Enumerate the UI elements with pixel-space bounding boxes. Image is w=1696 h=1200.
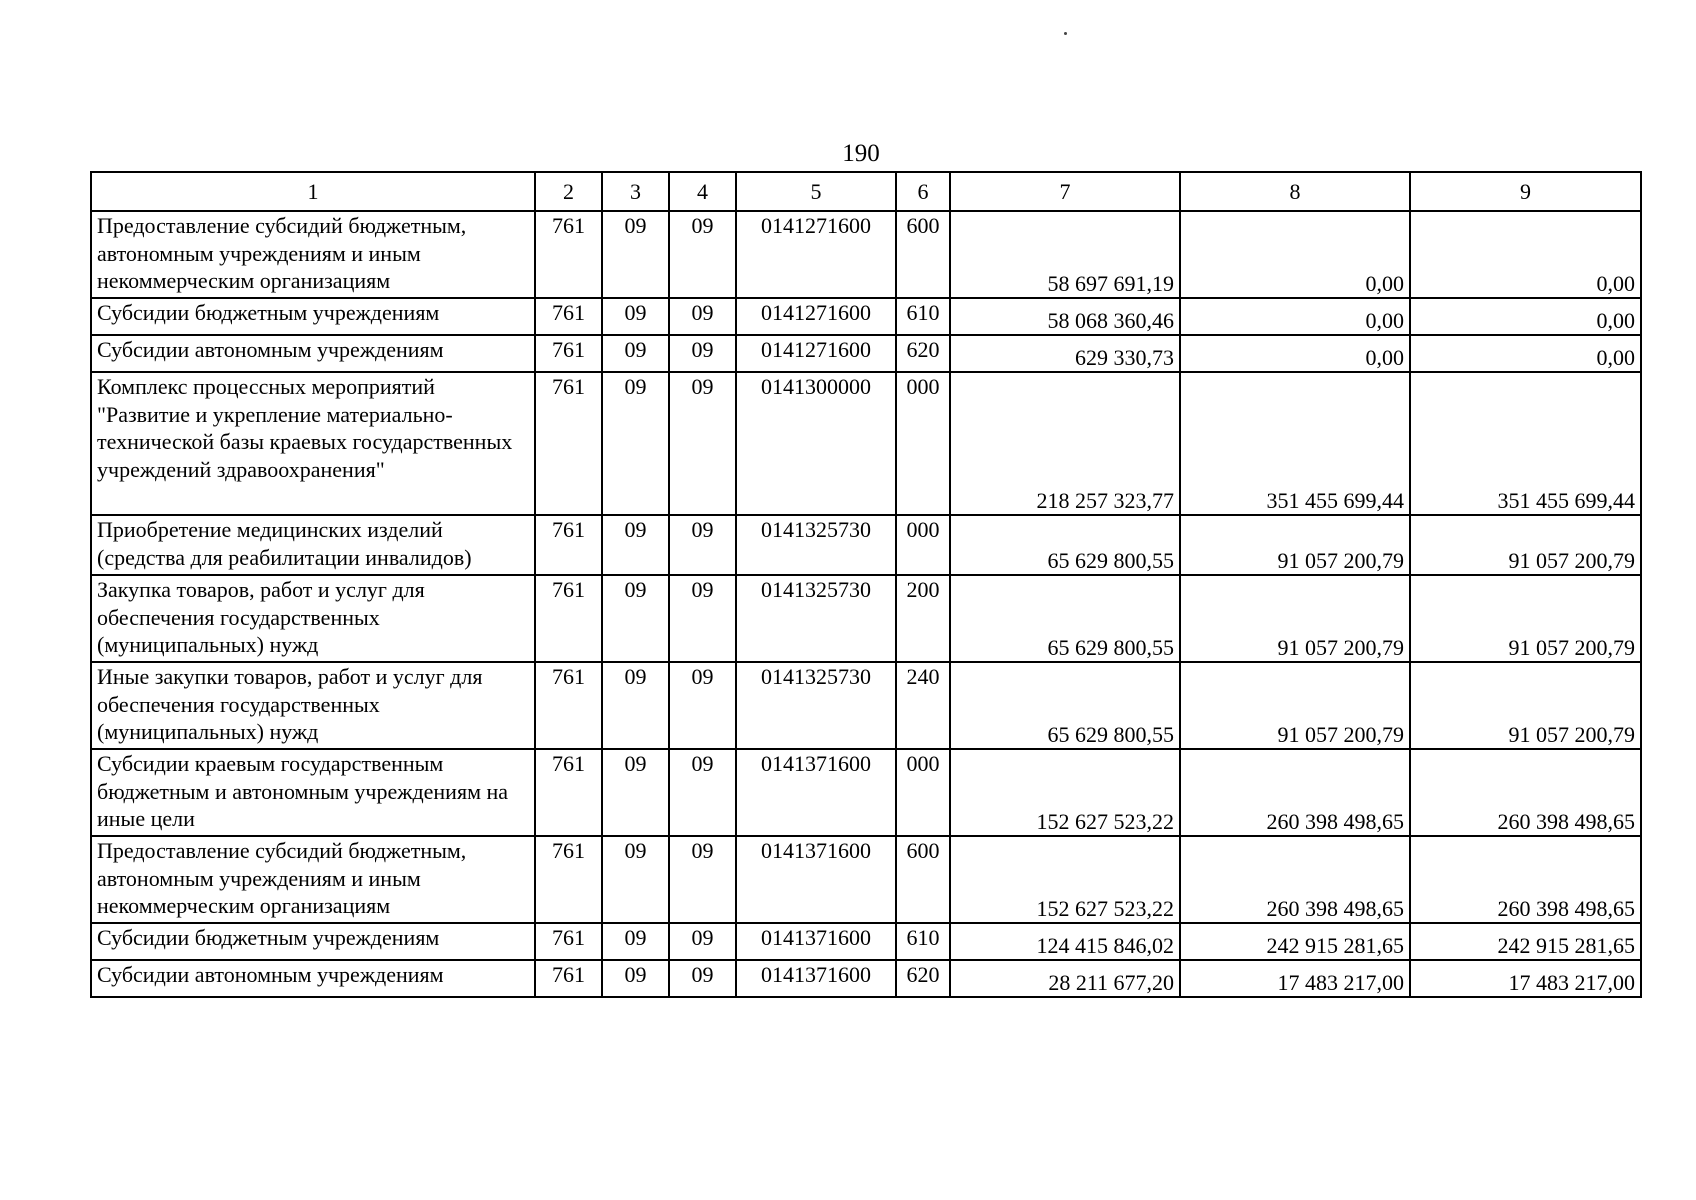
amount-cell: 91 057 200,79 — [1180, 515, 1410, 575]
code-cell: 761 — [535, 298, 602, 335]
table-row — [91, 960, 1641, 997]
code-cell: 0141371600 — [736, 749, 896, 836]
amount-cell: 152 627 523,22 — [950, 836, 1180, 923]
amount-cell: 0,00 — [1180, 298, 1410, 335]
amount-cell: 91 057 200,79 — [1180, 575, 1410, 662]
row-name: Комплекс процессных мероприятий "Развитие и укрепление материально-технической базы краевых государственных учреждений здравоохранения" — [91, 372, 535, 515]
row-name: Иные закупки товаров, работ и услуг для обеспечения государственных (муниципальных) нужд — [91, 662, 535, 749]
code-cell: 761 — [535, 662, 602, 749]
code-cell: 0141325730 — [736, 575, 896, 662]
amount-cell: 124 415 846,02 — [950, 923, 1180, 960]
code-cell: 09 — [602, 335, 669, 372]
code-cell: 0141271600 — [736, 335, 896, 372]
row-name: Предоставление субсидий бюджетным, автономным учреждениям и иным некоммерческим организациям — [91, 211, 535, 298]
code-cell: 09 — [669, 515, 736, 575]
code-cell: 761 — [535, 749, 602, 836]
table-row — [91, 335, 1641, 372]
code-cell: 09 — [669, 662, 736, 749]
code-cell: 09 — [602, 662, 669, 749]
code-cell: 761 — [535, 372, 602, 515]
code-cell: 620 — [896, 335, 950, 372]
code-cell: 610 — [896, 298, 950, 335]
header-cell: 1 — [91, 172, 535, 211]
row-name: Субсидии автономным учреждениям — [91, 960, 535, 997]
amount-cell: 242 915 281,65 — [1410, 923, 1641, 960]
header-cell: 2 — [535, 172, 602, 211]
code-cell: 0141325730 — [736, 662, 896, 749]
amount-cell: 351 455 699,44 — [1180, 372, 1410, 515]
amount-cell: 218 257 323,77 — [950, 372, 1180, 515]
row-name: Субсидии бюджетным учреждениям — [91, 923, 535, 960]
code-cell: 0141371600 — [736, 923, 896, 960]
code-cell: 0141371600 — [736, 836, 896, 923]
amount-cell: 91 057 200,79 — [1410, 515, 1641, 575]
code-cell: 09 — [602, 575, 669, 662]
code-cell: 09 — [602, 211, 669, 298]
row-name: Предоставление субсидий бюджетным, автономным учреждениям и иным некоммерческим организациям — [91, 836, 535, 923]
code-cell: 000 — [896, 749, 950, 836]
row-name: Приобретение медицинских изделий (средства для реабилитации инвалидов) — [91, 515, 535, 575]
code-cell: 000 — [896, 515, 950, 575]
code-cell: 09 — [669, 575, 736, 662]
code-cell: 761 — [535, 335, 602, 372]
amount-cell: 242 915 281,65 — [1180, 923, 1410, 960]
amount-cell: 65 629 800,55 — [950, 662, 1180, 749]
code-cell: 09 — [669, 372, 736, 515]
amount-cell: 58 068 360,46 — [950, 298, 1180, 335]
code-cell: 761 — [535, 515, 602, 575]
code-cell: 09 — [669, 335, 736, 372]
code-cell: 09 — [602, 372, 669, 515]
code-cell: 761 — [535, 575, 602, 662]
amount-cell: 0,00 — [1410, 298, 1641, 335]
amount-cell: 260 398 498,65 — [1180, 836, 1410, 923]
amount-cell: 0,00 — [1180, 335, 1410, 372]
code-cell: 09 — [669, 211, 736, 298]
header-cell: 8 — [1180, 172, 1410, 211]
header-cell: 9 — [1410, 172, 1641, 211]
amount-cell: 0,00 — [1180, 211, 1410, 298]
amount-cell: 0,00 — [1410, 211, 1641, 298]
code-cell: 761 — [535, 923, 602, 960]
code-cell: 600 — [896, 211, 950, 298]
code-cell: 620 — [896, 960, 950, 997]
table-body — [91, 211, 1641, 997]
table-row — [91, 298, 1641, 335]
amount-cell: 351 455 699,44 — [1410, 372, 1641, 515]
amount-cell: 260 398 498,65 — [1410, 749, 1641, 836]
table-row — [91, 662, 1641, 749]
table-row — [91, 923, 1641, 960]
table-row — [91, 372, 1641, 515]
code-cell: 09 — [669, 298, 736, 335]
code-cell: 09 — [602, 298, 669, 335]
header-cell: 3 — [602, 172, 669, 211]
code-cell: 761 — [535, 836, 602, 923]
table-row — [91, 836, 1641, 923]
amount-cell: 91 057 200,79 — [1410, 575, 1641, 662]
header-cell: 5 — [736, 172, 896, 211]
code-cell: 240 — [896, 662, 950, 749]
code-cell: 0141300000 — [736, 372, 896, 515]
row-name: Субсидии бюджетным учреждениям — [91, 298, 535, 335]
amount-cell: 260 398 498,65 — [1410, 836, 1641, 923]
amount-cell: 58 697 691,19 — [950, 211, 1180, 298]
table-row — [91, 211, 1641, 298]
amount-cell: 152 627 523,22 — [950, 749, 1180, 836]
code-cell: 09 — [602, 515, 669, 575]
code-cell: 610 — [896, 923, 950, 960]
header-cell: 4 — [669, 172, 736, 211]
amount-cell: 65 629 800,55 — [950, 515, 1180, 575]
table-row — [91, 515, 1641, 575]
row-name: Субсидии автономным учреждениям — [91, 335, 535, 372]
code-cell: 09 — [602, 749, 669, 836]
header-cell: 6 — [896, 172, 950, 211]
amount-cell: 91 057 200,79 — [1410, 662, 1641, 749]
code-cell: 09 — [602, 836, 669, 923]
amount-cell: 65 629 800,55 — [950, 575, 1180, 662]
code-cell: 09 — [602, 960, 669, 997]
code-cell: 0141271600 — [736, 298, 896, 335]
row-name: Закупка товаров, работ и услуг для обеспечения государственных (муниципальных) нужд — [91, 575, 535, 662]
code-cell: 0141325730 — [736, 515, 896, 575]
code-cell: 09 — [669, 960, 736, 997]
code-cell: 0141371600 — [736, 960, 896, 997]
amount-cell: 629 330,73 — [950, 335, 1180, 372]
header-row — [91, 172, 1641, 211]
code-cell: 09 — [669, 749, 736, 836]
code-cell: 000 — [896, 372, 950, 515]
amount-cell: 91 057 200,79 — [1180, 662, 1410, 749]
code-cell: 761 — [535, 960, 602, 997]
scan-speck — [1064, 32, 1067, 35]
code-cell: 761 — [535, 211, 602, 298]
table-row — [91, 575, 1641, 662]
amount-cell: 17 483 217,00 — [1180, 960, 1410, 997]
code-cell: 09 — [669, 836, 736, 923]
row-name: Субсидии краевым государственным бюджетным и автономным учреждениям на иные цели — [91, 749, 535, 836]
code-cell: 600 — [896, 836, 950, 923]
header-cell: 7 — [950, 172, 1180, 211]
amount-cell: 28 211 677,20 — [950, 960, 1180, 997]
page-number: 190 — [842, 140, 880, 167]
code-cell: 0141271600 — [736, 211, 896, 298]
amount-cell: 17 483 217,00 — [1410, 960, 1641, 997]
budget-table — [90, 171, 1642, 998]
code-cell: 09 — [602, 923, 669, 960]
amount-cell: 0,00 — [1410, 335, 1641, 372]
table-row — [91, 749, 1641, 836]
code-cell: 09 — [669, 923, 736, 960]
amount-cell: 260 398 498,65 — [1180, 749, 1410, 836]
code-cell: 200 — [896, 575, 950, 662]
